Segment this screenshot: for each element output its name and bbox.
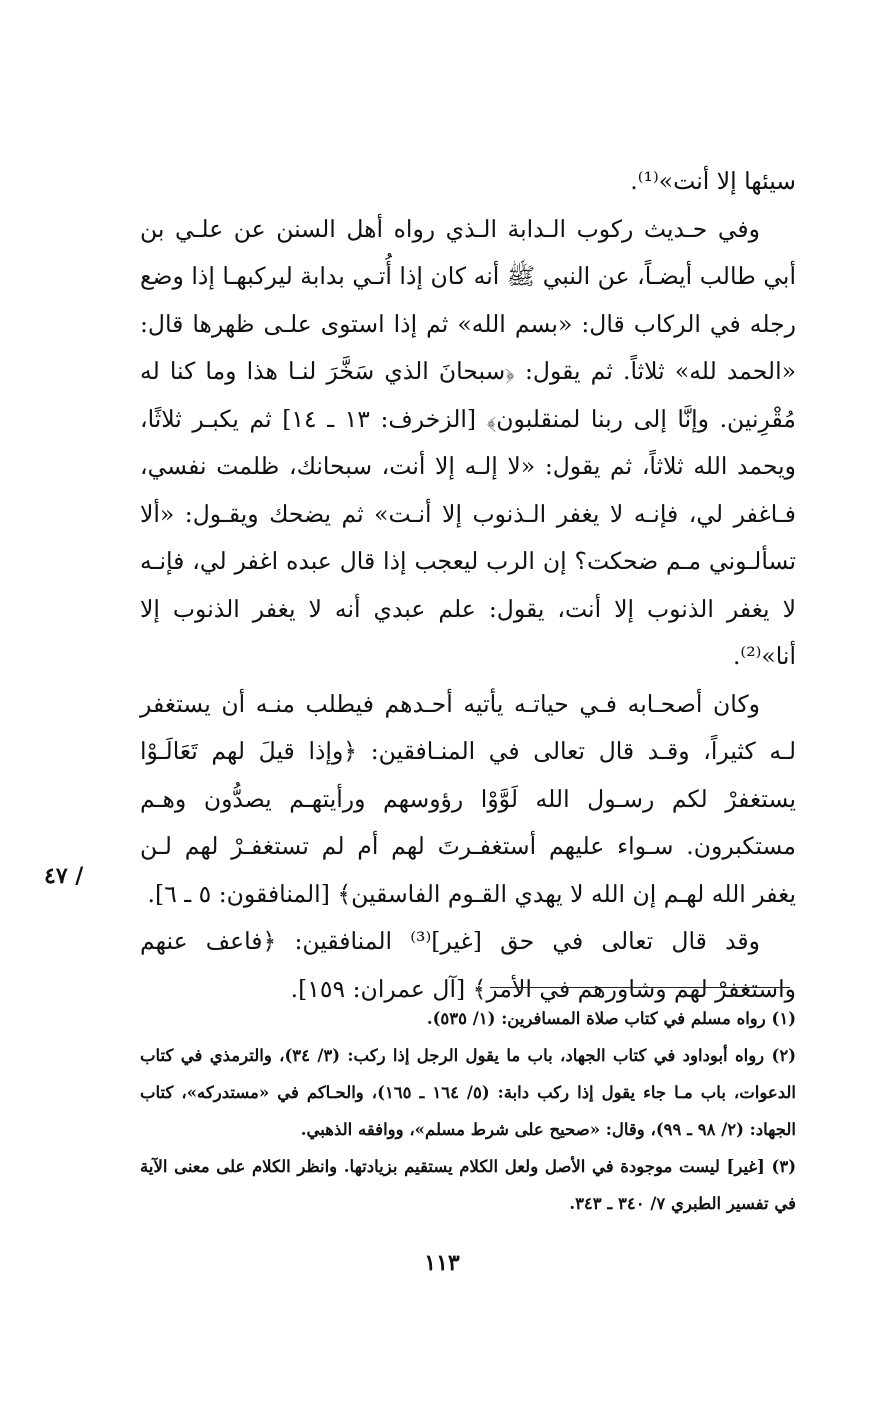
page-number: ١١٣	[424, 1250, 460, 1276]
manuscript-page-marker: / ٤٧	[44, 863, 84, 889]
footnotes	[140, 1000, 796, 1222]
footnote-2: (٢) رواه أبوداود في كتاب الجهاد، باب ما يقول الرجل إذا ركب: (٣/ ٣٤)، والترمذي في كتاب الدعوات، باب مـا جاء يقول إذا ركب دابة: (٥/ ١٦٤ ـ ١٦٥)، والحـاكم في «مستدركه»، كتاب الجهاد: (٢/ ٩٨ ـ ٩٩)، وقال: «صحيح على شرط مسلم»، ووافقه الذهبي.	[140, 1046, 797, 1139]
footnote-separator	[490, 987, 790, 988]
paragraph-non-hypocrites: وقد قال تعالى في حق [غير]⁽³⁾ المنافقين: ﴿فاعف عنهم واستغفرْ لهم وشاورهم في الأمر﴾ [آل عمران: ١٥٩].	[140, 927, 796, 1003]
paragraph-continuation: سيئها إلا أنت»⁽¹⁾.	[630, 167, 796, 195]
paragraph-riding-hadith: وفي حـديث ركوب الـدابة الـذي رواه أهل السنن عن علـي بن أبي طالب أيضـاً، عن النبي ﷺ أنه كان إذا أُتـي بدابة ليركبهـا إذا وضع رجله في الركاب قال: «بسم الله» ثم إذا استوى علـى ظهرها قال: «الحمد لله» ثلاثاً. ثم يقول: ﴿سبحانَ الذي سَخَّرَ لنـا هذا وما كنا له مُقْرِنين. وإنَّا إلى ربنا لمنقلبون﴾ [الزخرف: ١٣ ـ ١٤] ثم يكبـر ثلاثًا، ويحمد الله ثلاثاً، ثم يقول: «لا إلـه إلا أنت، سبحانك، ظلمت نفسي، فـاغفر لي، فإنـه لا يغفر الـذنوب إلا أنـت» ثم يضحك ويقـول: «ألا تسألـوني مـم ضحكت؟ إن الرب ليعجب إذا قال عبده اغفر لي، فإنـه لا يغفر الذنوب إلا أنت، يقول: علم عبدي أنه لا يغفر الذنوب إلا أنا»⁽²⁾.	[140, 214, 797, 670]
main-text	[140, 158, 796, 1013]
paragraph-companions: وكان أصحـابه فـي حياتـه يأتيه أحـدهم فيطلب منـه أن يستغفر لـه كثيراً، وقـد قال تعالى في المنـافقين: ﴿وإذا قيلَ لهم تَعَالَـوْا يستغفرْ لكم رسـول الله لَوَّوْا رؤوسهم ورأيتهـم يصدُّون وهـم مستكبرون. سـواء عليهم أستغفـرتَ لهم أم لم تستغفـرْ لهم لـن يغفر الله لهـم إن الله لا يهدي القـوم الفاسقين﴾ [المنافقون: ٥ ـ ٦].	[140, 689, 796, 908]
footnote-1: (١) رواه مسلم في كتاب صلاة المسافرين: (١/ ٥٣٥).	[426, 1009, 796, 1028]
footnote-3: (٣) [غير] ليست موجودة في الأصل ولعل الكلام يستقيم بزيادتها. وانظر الكلام على معنى الآية في تفسير الطبري ٧/ ٣٤٠ ـ ٣٤٣.	[140, 1157, 796, 1213]
